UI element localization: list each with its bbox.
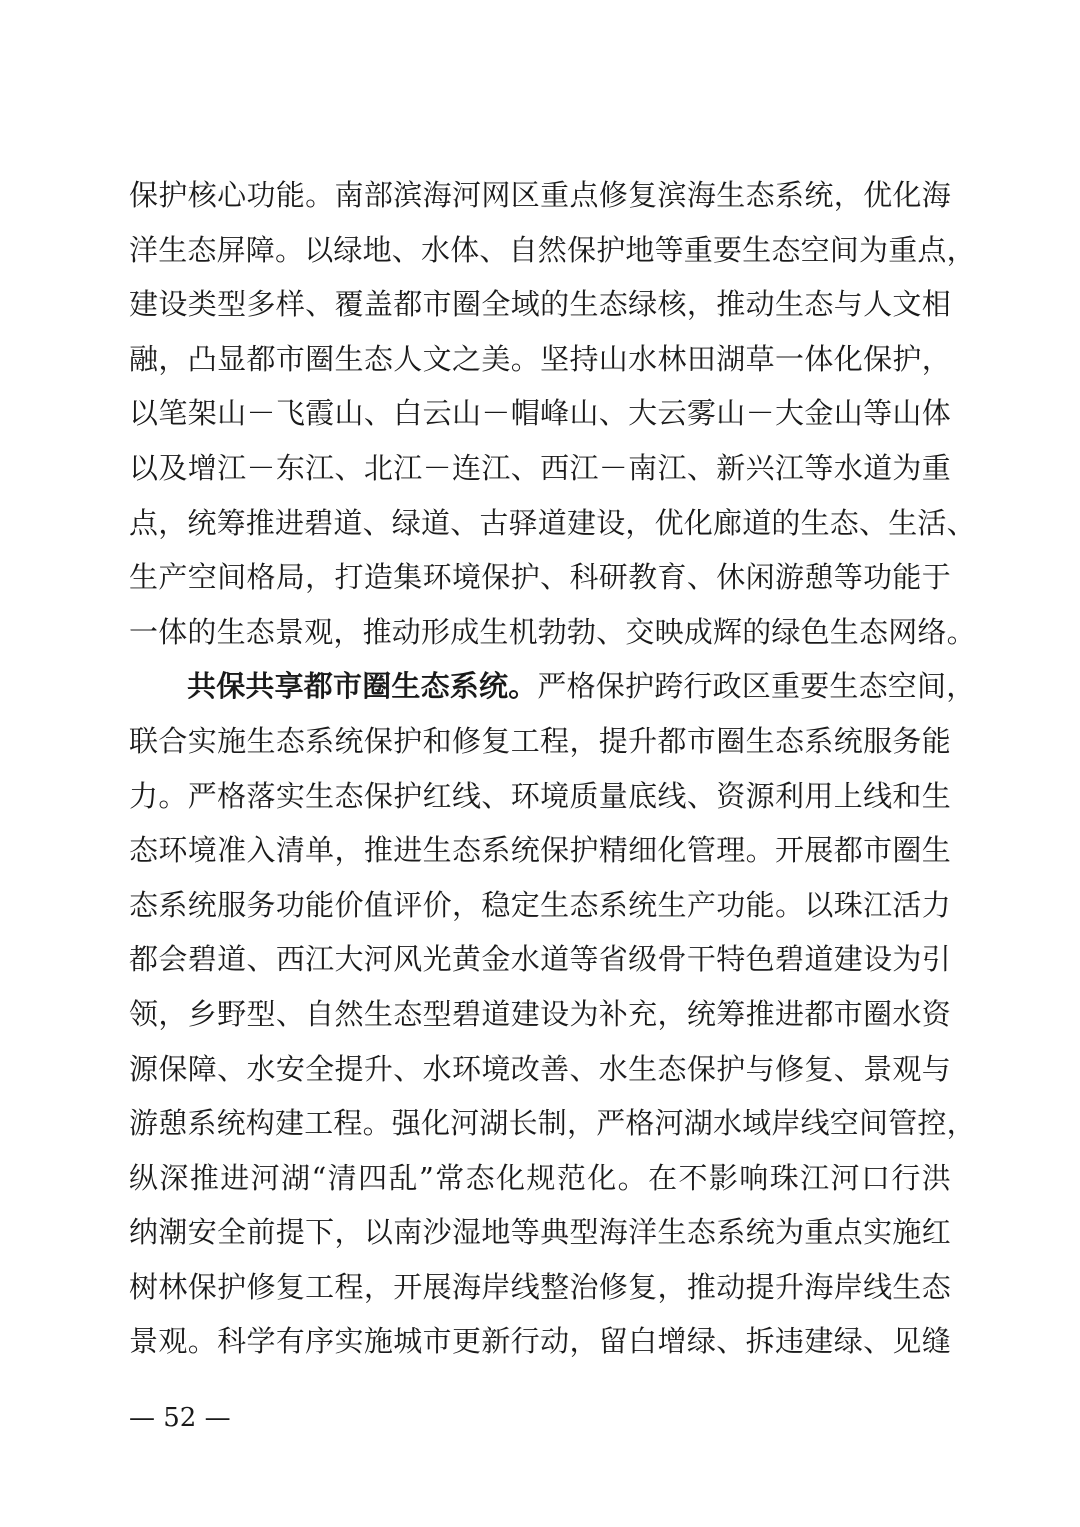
text-line: 洋生态屏障。以绿地、水体、自然保护地等重要生态空间为重点， bbox=[129, 232, 976, 267]
page-number: — 52 — bbox=[129, 1403, 231, 1433]
paragraph-heading: 共保共享都市圈生态系统。 bbox=[187, 669, 538, 704]
text-line: 态环境准入清单，推进生态系统保护精细化管理。开展都市圈生 bbox=[129, 833, 951, 868]
text-line: 一体的生态景观，推动形成生机勃勃、交映成辉的绿色生态网络。 bbox=[129, 614, 976, 649]
text-line: 点，统筹推进碧道、绿道、古驿道建设，优化廊道的生态、生活、 bbox=[129, 505, 976, 540]
text-line: 源保障、水安全提升、水环境改善、水生态保护与修复、景观与 bbox=[129, 1051, 951, 1086]
text-line: 领，乡野型、自然生态型碧道建设为补充，统筹推进都市圈水资 bbox=[129, 996, 951, 1031]
text-line: 都会碧道、西江大河风光黄金水道等省级骨干特色碧道建设为引 bbox=[129, 942, 951, 977]
text-line-with-heading bbox=[129, 659, 976, 714]
text-line: 以及增江－东江、北江－连江、西江－南江、新兴江等水道为重 bbox=[129, 450, 951, 485]
text-line: 纳潮安全前提下，以南沙湿地等典型海洋生态系统为重点实施红 bbox=[129, 1215, 951, 1250]
paragraph-1 bbox=[129, 168, 976, 659]
text-line: 以笔架山－飞霞山、白云山－帽峰山、大云雾山－大金山等山体 bbox=[129, 396, 951, 431]
text-line: 力。严格落实生态保护红线、环境质量底线、资源利用上线和生 bbox=[129, 778, 951, 813]
body-text bbox=[129, 168, 976, 1369]
text-run: 严格保护跨行政区重要生态空间， bbox=[537, 669, 976, 704]
paragraph-2 bbox=[129, 659, 976, 1369]
text-line: 树林保护修复工程，开展海岸线整治修复，推动提升海岸线生态 bbox=[129, 1269, 951, 1304]
text-line: 融，凸显都市圈生态人文之美。坚持山水林田湖草一体化保护， bbox=[129, 341, 951, 376]
text-line: 保护核心功能。南部滨海河网区重点修复滨海生态系统，优化海 bbox=[129, 178, 951, 212]
text-line: 联合实施生态系统保护和修复工程，提升都市圈生态系统服务能 bbox=[129, 723, 951, 758]
text-line: 游憩系统构建工程。强化河湖长制，严格河湖水域岸线空间管控， bbox=[129, 1106, 976, 1141]
text-line: 纵深推进河湖“清四乱”常态化规范化。在不影响珠江河口行洪 bbox=[129, 1160, 951, 1195]
text-line: 生产空间格局，打造集环境保护、科研教育、休闲游憩等功能于 bbox=[129, 560, 951, 595]
text-line: 景观。科学有序实施城市更新行动，留白增绿、拆违建绿、见缝 bbox=[129, 1324, 951, 1359]
text-line: 态系统服务功能价值评价，稳定生态系统生产功能。以珠江活力 bbox=[129, 887, 951, 922]
text-line: 建设类型多样、覆盖都市圈全域的生态绿核，推动生态与人文相 bbox=[129, 287, 951, 322]
